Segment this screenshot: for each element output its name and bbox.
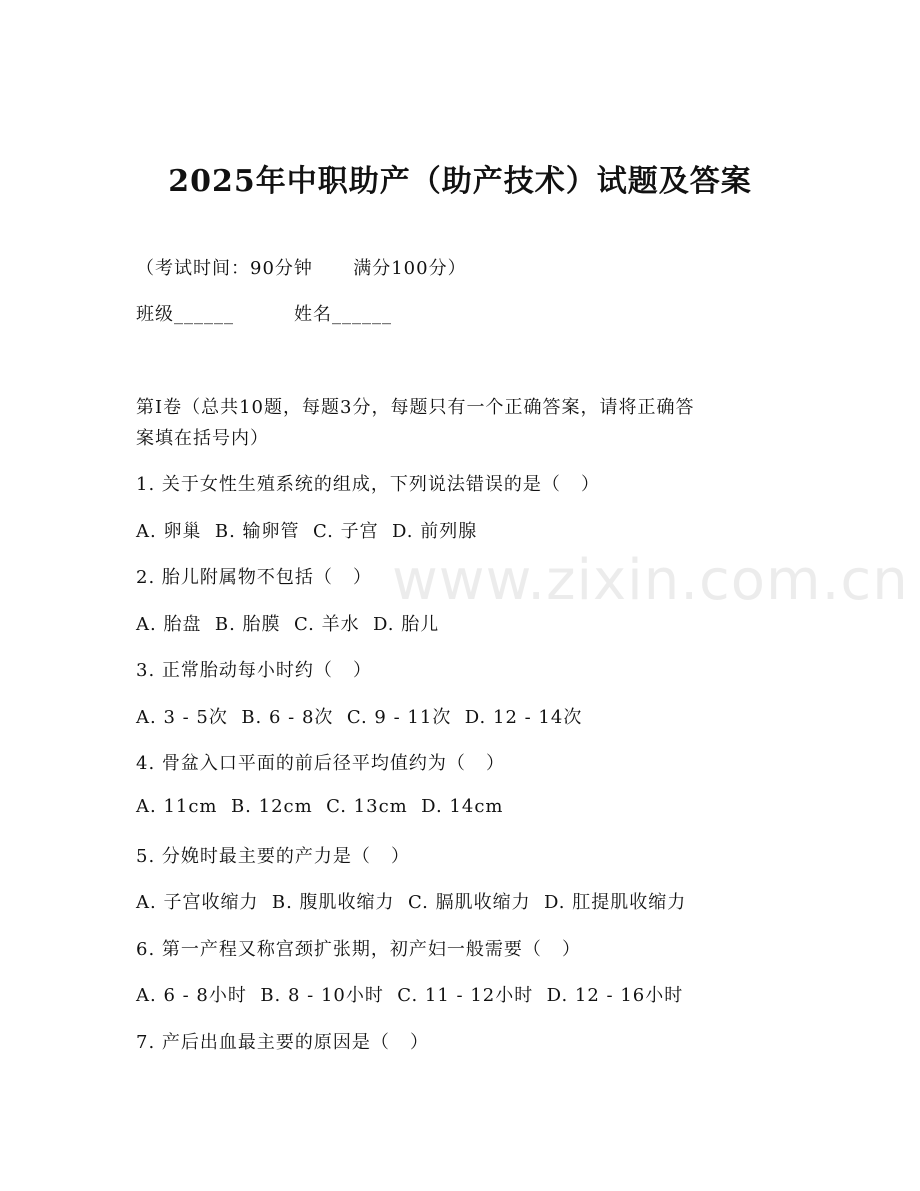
question-2-options: A. 胎盘 B. 胎膜 C. 羊水 D. 胎儿: [136, 614, 440, 635]
question-3: 3. 正常胎动每小时约（ ）: [136, 660, 373, 681]
exam-info: （考试时间：90分钟 满分100分）: [136, 258, 467, 279]
class-label: 班级______: [136, 304, 234, 325]
question-2: 2. 胎儿附属物不包括（ ）: [136, 567, 373, 588]
question-1-options: A. 卵巢 B. 输卵管 C. 子宫 D. 前列腺: [136, 521, 478, 542]
question-7: 7. 产后出血最主要的原因是（ ）: [136, 1032, 430, 1053]
section-heading-line1: 第Ⅰ卷（总共10题，每题3分，每题只有一个正确答案，请将正确答: [136, 397, 695, 418]
question-1: 1. 关于女性生殖系统的组成，下列说法错误的是（ ）: [136, 474, 601, 495]
page-title: 2025年中职助产（助产技术）试题及答案: [168, 164, 752, 199]
section-heading-line2: 案填在括号内）: [136, 428, 269, 449]
watermark: www.zixin.com.cn: [392, 548, 909, 613]
question-4-options: A. 11cm B. 12cm C. 13cm D. 14cm: [136, 796, 504, 817]
question-5: 5. 分娩时最主要的产力是（ ）: [136, 846, 411, 867]
question-5-options: A. 子宫收缩力 B. 腹肌收缩力 C. 膈肌收缩力 D. 肛提肌收缩力: [136, 892, 687, 913]
question-6-options: A. 6 - 8小时 B. 8 - 10小时 C. 11 - 12小时 D. 12 - 16小时: [136, 985, 684, 1006]
question-6: 6. 第一产程又称宫颈扩张期，初产妇一般需要（ ）: [136, 939, 582, 960]
name-label: 姓名______: [294, 304, 392, 325]
question-3-options: A. 3 - 5次 B. 6 - 8次 C. 9 - 11次 D. 12 - 14次: [136, 707, 583, 728]
question-4: 4. 骨盆入口平面的前后径平均值约为（ ）: [136, 753, 506, 774]
